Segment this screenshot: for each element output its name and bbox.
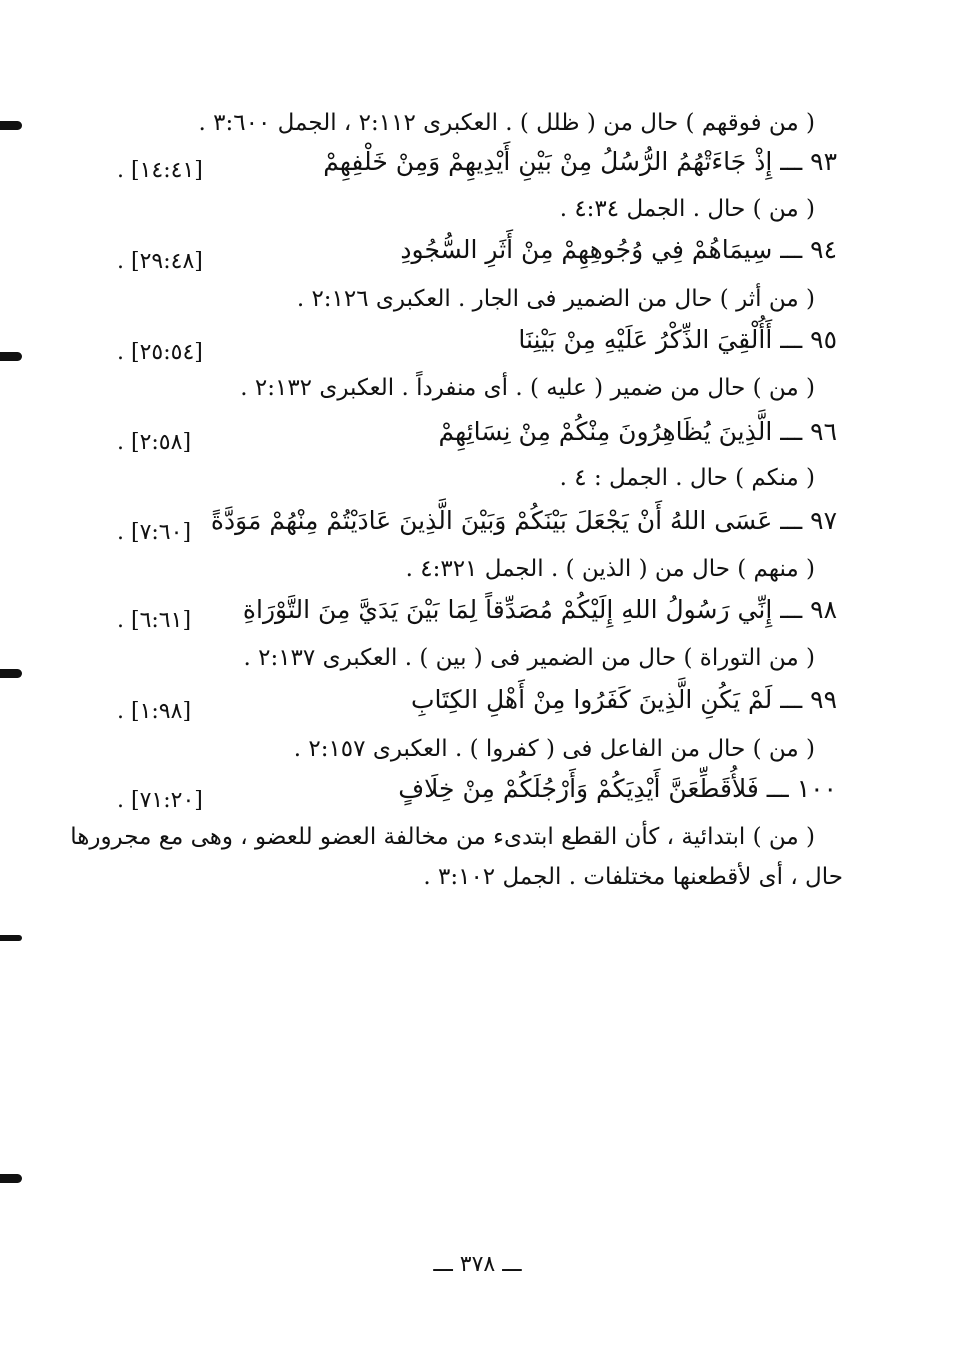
verse-line: ٩٧ ـــ عَسَى اللهُ أَنْ يَجْعَلَ بَيْنَكُمْ وَبَيْنَ الَّذِينَ عَادَيْتُمْ مِنْهُمْ مَوَدَّةً [210, 506, 837, 535]
verse-line: ٩٩ ـــ لَمْ يَكُنِ الَّذِينَ كَفَرُوا مِنْ أَهْلِ الكِتَابِ [410, 685, 837, 714]
verse-line: ١٠٠ ـــ فَلأُقَطِّعَنَّ أَيْدِيَكُمْ وَأَرْجُلَكُمْ مِنْ خِلَافٍ [398, 774, 837, 803]
commentary-line: حال ، أى لأقطعنها مختلفات . الجمل ٣:١٠٢ . [423, 864, 843, 890]
verse-reference: [٢٩:٤٨] . [117, 249, 203, 274]
scan-edge-mark [0, 352, 22, 361]
verse-reference: [٦:٦١] . [117, 608, 192, 633]
verse-reference: [٧١:٢٠] . [117, 788, 203, 813]
scan-edge-mark [0, 121, 22, 130]
verse-reference: [٧:٦٠] . [117, 520, 192, 545]
commentary-line: ( من ) حال من ضمير ( عليه ) . أى منفرداً . العكبرى ٢:١٣٢ . [240, 375, 815, 401]
verse-line: ٩٦ ـــ الَّذِينَ يُظَاهِرُونَ مِنْكُمْ مِنْ نِسَائِهِمْ [438, 417, 837, 446]
verse-line: ٩٣ ـــ إِذْ جَاءَتْهُمُ الرُّسُلُ مِنْ بَيْنِ أَيْدِيهِمْ وَمِنْ خَلْفِهِمْ [323, 147, 837, 176]
commentary-line: ( من ) حال من الفاعل فى ( كفروا ) . العكبرى ٢:١٥٧ . [293, 736, 815, 762]
verse-line: ٩٤ ـــ سِيمَاهُمْ فِي وُجُوهِهِمْ مِنْ أَثَرِ السُّجُودِ [400, 235, 837, 264]
commentary-line: ( من التوراة ) حال من الضمير فى ( بين ) . العكبرى ٢:١٣٧ . [243, 645, 815, 671]
scan-edge-mark [0, 1174, 22, 1183]
commentary-line: ( من ) حال . الجمل ٤:٣٤ . [559, 196, 815, 222]
scan-edge-mark [0, 935, 22, 941]
verse-line: ٩٥ ـــ أَأُلْقِيَ الذِّكْرُ عَلَيْهِ مِنْ بَيْنِنَا [518, 325, 837, 354]
commentary-line: ( من ) ابتدائية ، كأن القطع ابتدىء من مخالفة العضو للعضو ، وهى مع مجرورها [70, 824, 815, 850]
commentary-line: ( منكم ) حال . الجمل : ٤ . [559, 465, 815, 491]
verse-reference: [١٤:٤١] . [117, 158, 203, 183]
page-number: ـــ ٣٧٨ ـــ [433, 1252, 522, 1277]
verse-line: ٩٨ ـــ إِنِّي رَسُولُ اللهِ إِلَيْكُمْ مُصَدِّقاً لِمَا بَيْنَ يَدَيَّ مِنَ التَّوْرَاةِ [242, 595, 837, 624]
commentary-line: ( من فوقهم ) حال من ( ظلل ) . العكبرى ٢:١١٢ ، الجمل ٣:٦٠٠ . [198, 110, 815, 136]
commentary-line: ( من أثر ) حال من الضمير فى الجار . العكبرى ٢:١٢٦ . [296, 286, 815, 312]
verse-reference: [٢٥:٥٤] . [117, 340, 203, 365]
scan-edge-mark [0, 669, 22, 678]
commentary-line: ( منهم ) حال من ( الذين ) . الجمل ٤:٣٢١ . [405, 556, 815, 582]
verse-reference: [٢:٥٨] . [117, 430, 192, 455]
verse-reference: [١:٩٨] . [117, 699, 192, 724]
